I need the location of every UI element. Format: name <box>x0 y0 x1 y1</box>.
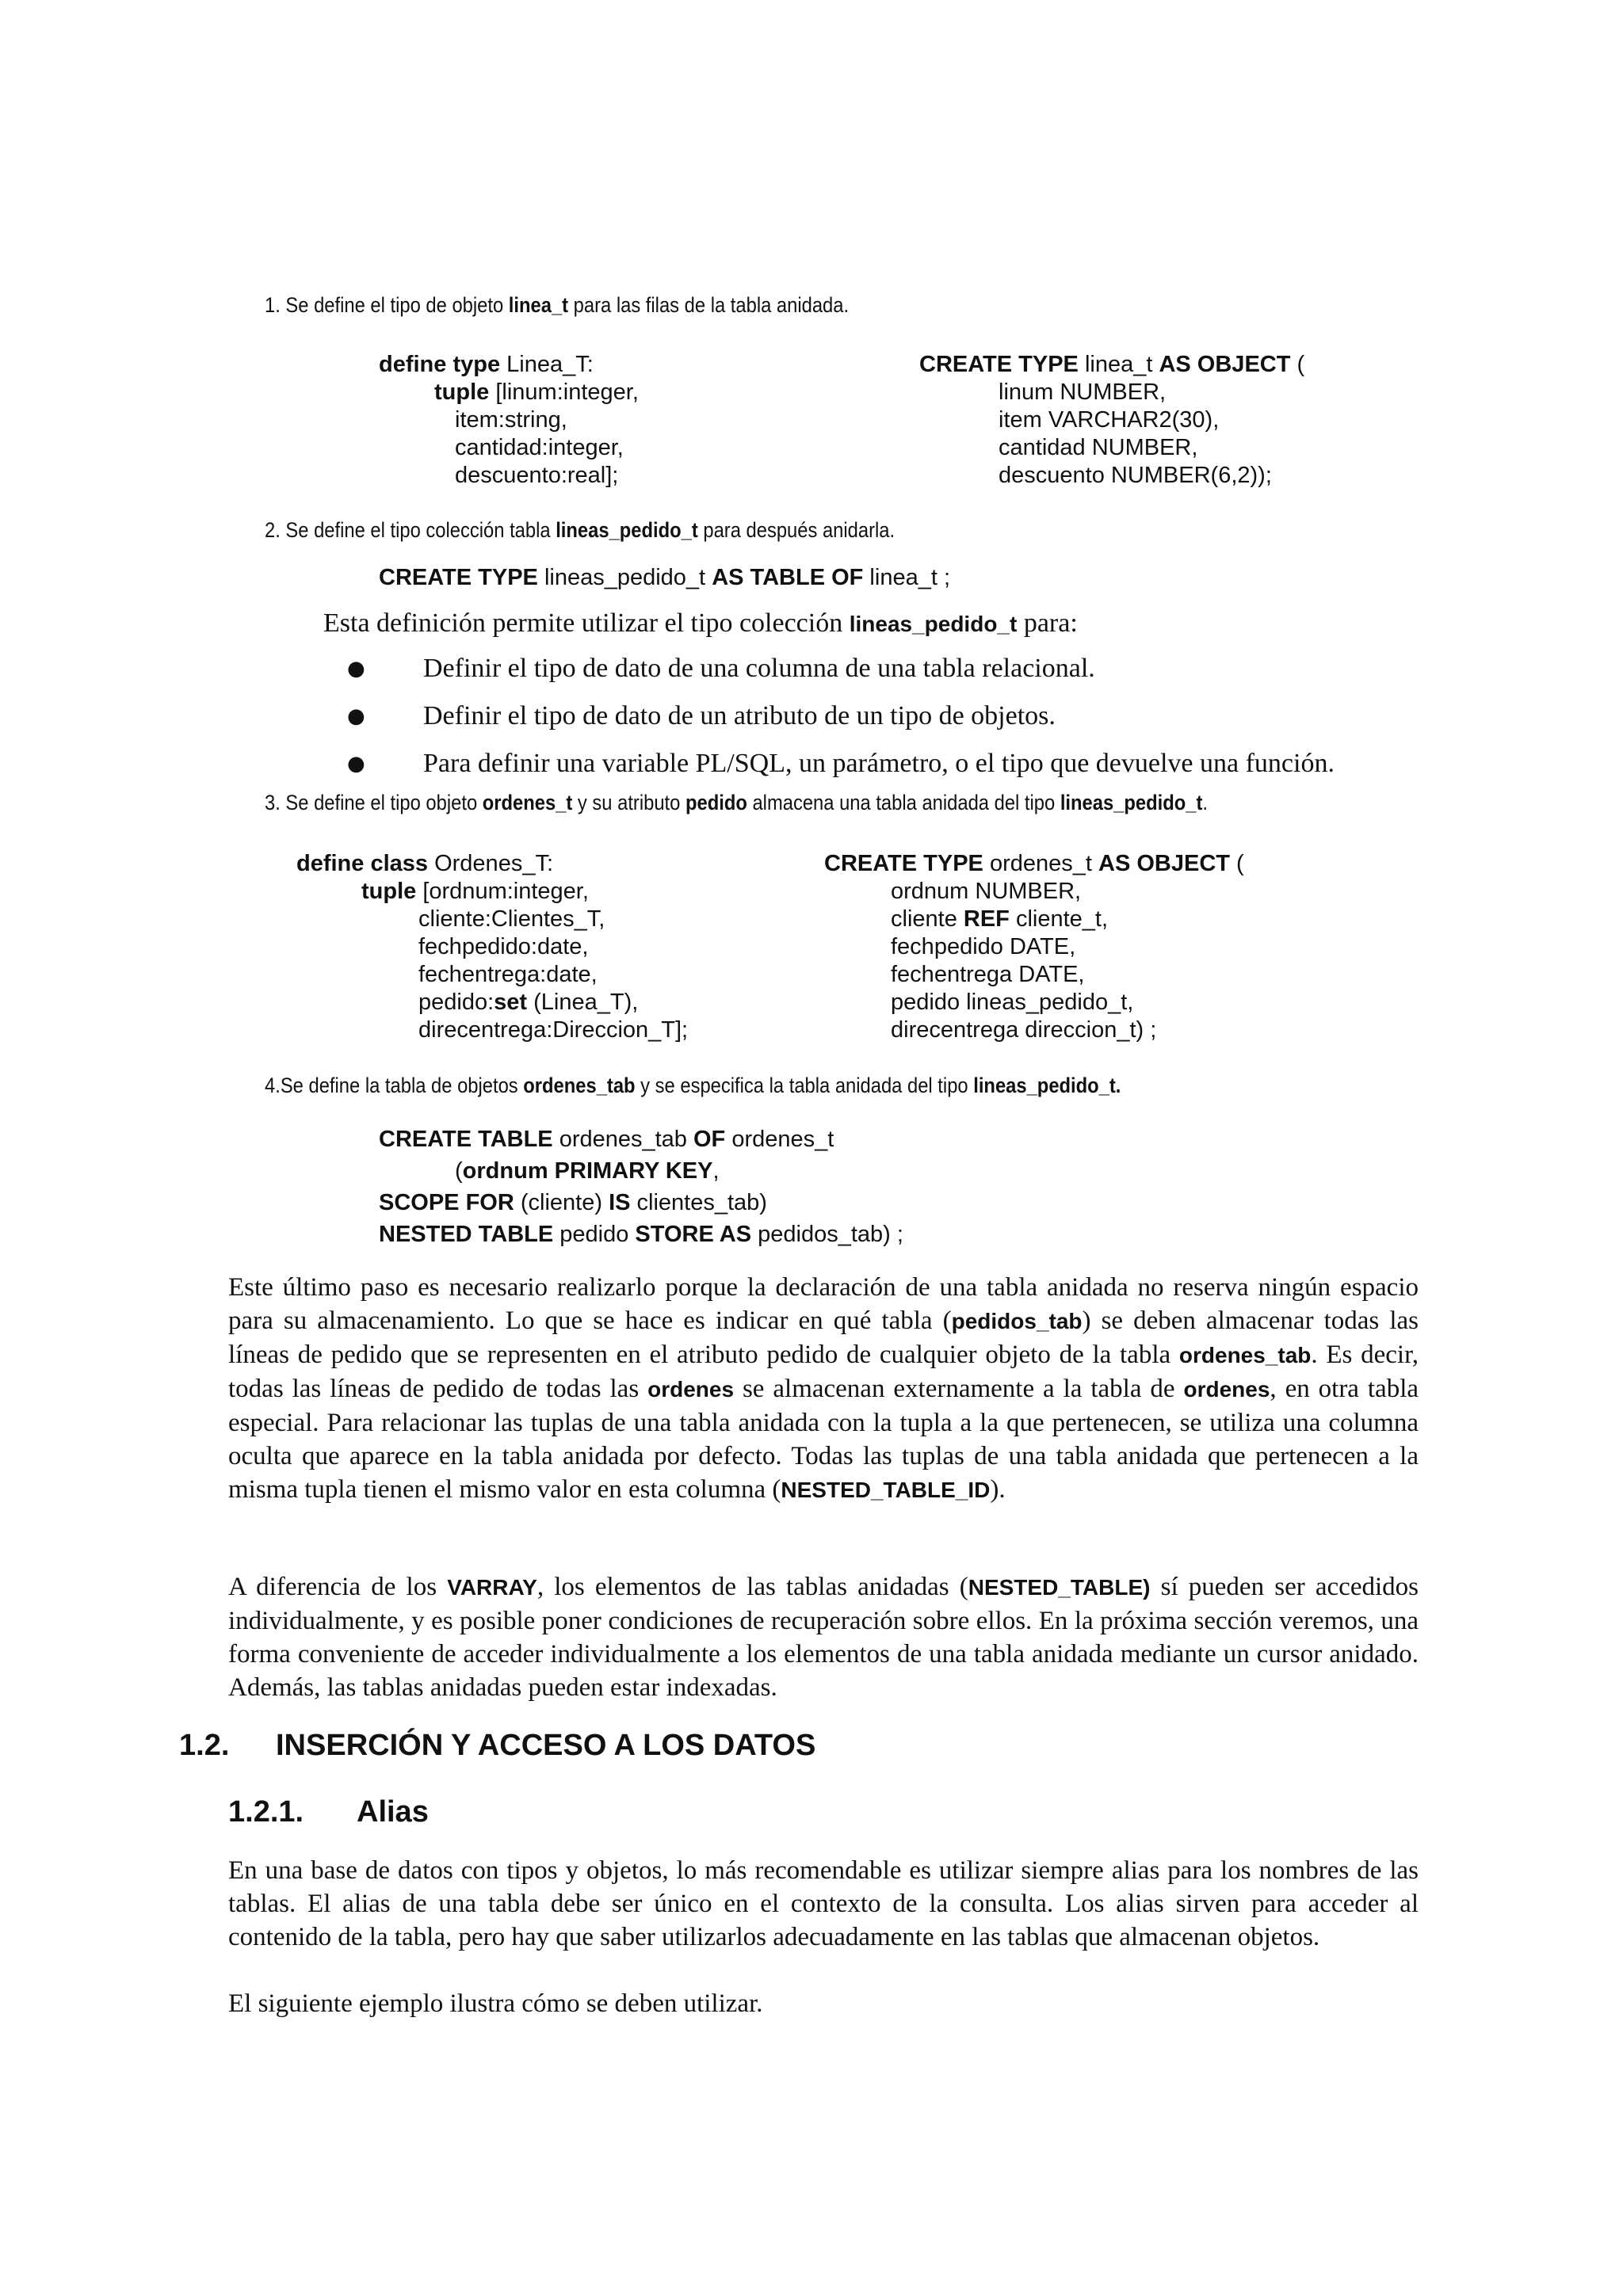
code-create-table-ordenes: CREATE TABLE ordenes_tab OF ordenes_t (ordnum PRIMARY KEY, SCOPE FOR (cliente) IS clientes_tab) NESTED TABLE pedido STORE AS pedidos_tab) ; <box>379 1127 903 1247</box>
paragraph-nested-table-storage: Este último paso es necesario realizarlo porque la declaración de una tabla anidada no reserva ningún espacio para su almacenamiento. Lo que se hace es indicar en qué tabla (pedidos_tab) se deben almacenar todas las líneas de pedido que se representen en el atributo pedido de cualquier objeto de la tabla ordenes_tab. Es decir, todas las líneas de pedido de todas las ordenes se almacenan externamente a la tabla de ordenes, en otra tabla especial. Para relacionar las tuplas de una tabla anidada con la tupla a la que pertenecen, se utiliza una columna oculta que aparece en la tabla anidada por defecto. Todas las tuplas de una tabla anidada que pertenecen a la misma tupla tienen el mismo valor en esta columna (NESTED_TABLE_ID). <box>228 1273 1419 1504</box>
list-item: ● Para definir una variable PL/SQL, un parámetro, o el tipo que devuelve una función. <box>347 749 1335 778</box>
section-heading: 1.2. INSERCIÓN Y ACCESO A LOS DATOS <box>179 1729 816 1762</box>
subsection-heading: 1.2.1. Alias <box>228 1795 429 1829</box>
paragraph-alias-intro: En una base de datos con tipos y objetos, lo más recomendable es utilizar siempre alias para los nombres de las tablas. El alias de una tabla debe ser único en el contexto de la consulta. Los alias sirven para acceder al contenido de la tabla, pero hay que saber utilizarlos adecuadamente en las tablas que almacenan objetos. <box>228 1856 1419 1951</box>
step-2: 2. Se define el tipo colección tabla lineas_pedido_t para después anidarla. <box>265 518 896 542</box>
bullet-list <box>347 645 1335 788</box>
list-item: ● Definir el tipo de dato de una columna de una tabla relacional. <box>347 654 1095 683</box>
code-create-type-ordenes: CREATE TYPE ordenes_t AS OBJECT ( ordnum NUMBER, cliente REF cliente_t, fechpedido DATE, fechentrega DATE, pedido lineas_pedido_t, direcentrega direccion_t) ; <box>824 851 1244 1043</box>
paragraph-example-intro: El siguiente ejemplo ilustra cómo se deben utilizar. <box>228 1989 763 2018</box>
code-create-type-lineas-pedido: CREATE TYPE lineas_pedido_t AS TABLE OF linea_t ; <box>379 565 951 590</box>
code-define-class-ordenes: define class Ordenes_T: tuple [ordnum:integer, cliente:Clientes_T, fechpedido:date, fechentrega:date, pedido:set (Linea_T), direcentrega:Direccion_T]; <box>296 851 689 1043</box>
code-define-type-linea: define type Linea_T: tuple [linum:integer, item:string, cantidad:integer, descuento:real]; <box>379 352 639 488</box>
code-create-type-linea: CREATE TYPE linea_t AS OBJECT ( linum NUMBER, item VARCHAR2(30), cantidad NUMBER, descuento NUMBER(6,2)); <box>919 352 1305 488</box>
step-4: 4.Se define la tabla de objetos ordenes_tab y se especifica la tabla anidada del tipo lineas_pedido_t. <box>265 1074 1121 1097</box>
step-3: 3. Se define el tipo objeto ordenes_t y su atributo pedido almacena una tabla anidada del tipo lineas_pedido_t. <box>265 791 1209 814</box>
intro-sentence: Esta definición permite utilizar el tipo colección lineas_pedido_t para: <box>323 608 1078 638</box>
step-1: 1. Se define el tipo de objeto linea_t para las filas de la tabla anidada. <box>265 293 850 317</box>
paragraph-varray-comparison: A diferencia de los VARRAY, los elementos de las tablas anidadas (NESTED_TABLE) sí pueden ser accedidos individualmente, y es posible poner condiciones de recuperación sobre ellos. En la próxima sección veremos, una forma conveniente de acceder individualmente a los elementos de una tabla anidada mediante un cursor anidado. Además, las tablas anidadas pueden estar indexadas. <box>228 1573 1419 1702</box>
list-item: ● Definir el tipo de dato de un atributo de un tipo de objetos. <box>347 701 1056 730</box>
